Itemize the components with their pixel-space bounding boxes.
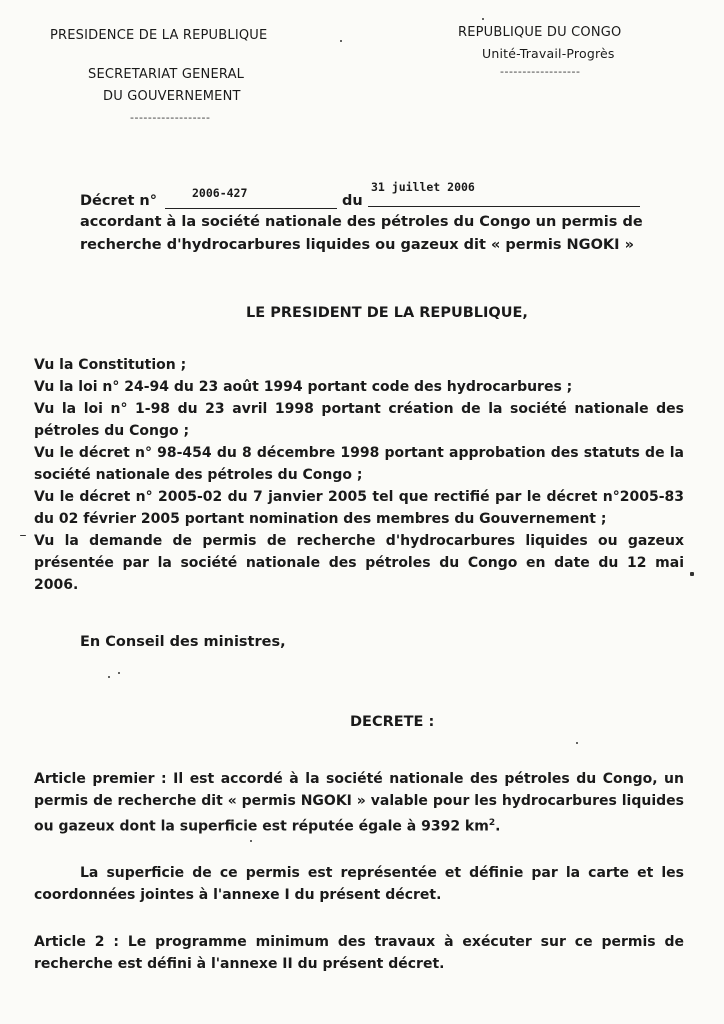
vu-block	[34, 354, 684, 596]
article-1-paragraph-2	[34, 862, 684, 906]
decree-number-line	[165, 208, 337, 209]
vu-decret-2005-02: Vu le décret n° 2005-02 du 7 janvier 2005 tel que rectifié par le décret n°2005-83 du 02 février 2005 portant nomination des membres du Gouvernement ;	[34, 489, 684, 527]
article-1	[34, 768, 684, 838]
header-motto: Unité-Travail-Progrès	[482, 46, 615, 61]
header-secretariat: SECRETARIAT GENERAL	[88, 67, 245, 82]
decree-number: 2006-427	[192, 186, 248, 200]
scan-speck	[20, 535, 26, 536]
vu-constitution: Vu la Constitution ;	[34, 357, 187, 373]
scan-speck	[482, 18, 484, 20]
president-heading: LE PRESIDENT DE LA REPUBLIQUE,	[246, 305, 528, 321]
decree-date-line	[368, 206, 640, 207]
article-2-text: Le programme minimum des travaux à exécuter sur ce permis de recherche est défini à l'annexe II du présent décret.	[34, 934, 685, 972]
article-2	[34, 931, 684, 975]
scan-speck	[108, 676, 110, 678]
scan-speck	[690, 572, 694, 576]
decree-subject-line2: recherche d'hydrocarbures liquides ou gazeux dit « permis NGOKI »	[80, 237, 634, 253]
article-1-label: Article premier :	[34, 771, 167, 787]
header-left-dash: ------------------	[130, 111, 211, 124]
decrete-heading: DECRETE :	[350, 714, 435, 730]
header-presidence: PRESIDENCE DE LA REPUBLIQUE	[50, 28, 268, 43]
article-1-end: .	[495, 818, 501, 835]
vu-loi-24-94: Vu la loi n° 24-94 du 23 août 1994 portant code des hydrocarbures ;	[34, 379, 573, 395]
article-1-unit-exponent: 2	[488, 818, 496, 828]
header-right-dash: ------------------	[500, 65, 581, 78]
article-1-text: Il est accordé à la société nationale des pétroles du Congo, un permis de recherche dit « permis NGOKI » valable pour les hydrocarbures liquides ou gazeux dont la superficie est réputée égale à 9392 km	[34, 771, 684, 835]
header-republique: REPUBLIQUE DU CONGO	[458, 25, 622, 40]
scan-speck	[118, 672, 120, 674]
header-gouvernement: DU GOUVERNEMENT	[103, 89, 241, 104]
article-2-label: Article 2 :	[34, 934, 119, 950]
decree-du: du	[342, 193, 363, 209]
decree-date: 31 juillet 2006	[371, 180, 475, 194]
decree-subject-line1: accordant à la société nationale des pétroles du Congo un permis de	[80, 214, 643, 230]
vu-loi-1-98: Vu la loi n° 1-98 du 23 avril 1998 portant création de la société nationale des pétroles du Congo ;	[34, 401, 684, 439]
vu-decret-98-454: Vu le décret n° 98-454 du 8 décembre 1998 portant approbation des statuts de la société nationale des pétroles du Congo ;	[34, 445, 684, 483]
scan-speck	[340, 40, 342, 42]
decree-prefix: Décret n°	[80, 193, 158, 209]
scan-speck	[576, 742, 578, 744]
article-1-para2-text: La superficie de ce permis est représentée et définie par la carte et les coordonnées jointes à l'annexe I du présent décret.	[34, 865, 684, 903]
scan-speck	[250, 840, 252, 842]
vu-demande-permis: Vu la demande de permis de recherche d'hydrocarbures liquides ou gazeux présentée par la société nationale des pétroles du Congo en date du 12 mai 2006.	[34, 533, 684, 593]
council-line: En Conseil des ministres,	[80, 634, 286, 650]
